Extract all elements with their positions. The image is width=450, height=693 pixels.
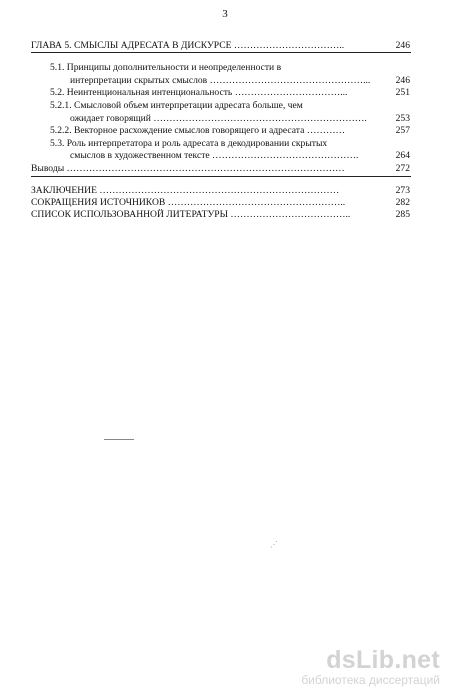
- toc-entry-bibliography: СПИСОК ИСПОЛЬЗОВАННОЙ ЛИТЕРАТУРЫ ………………………………..: [31, 209, 351, 220]
- watermark-logo: dsLib.net: [326, 646, 440, 674]
- scan-artifact-speck: ⋰: [270, 540, 278, 549]
- toc-entry-5-3-line1: 5.3. Роль интерпретатора и роль адресата в декодировании скрытых: [50, 138, 328, 149]
- toc-entry-5-2-1-line1: 5.2.1. Смысловой объем интерпретации адресата больше, чем: [50, 100, 303, 111]
- divider-line: [31, 52, 411, 53]
- toc-entry-5-1-line2: интерпретации скрытых смыслов …………………………………………...: [70, 75, 371, 86]
- watermark: [301, 648, 440, 687]
- toc-entry-chapter-5: [31, 40, 344, 51]
- toc-entry-5-2: 5.2. Неинтенциональная интенциональность ……………………………...: [50, 87, 348, 98]
- toc-entry-title: ГЛАВА 5. СМЫСЛЫ АДРЕСАТА В ДИСКУРСЕ ……………………………..: [31, 40, 345, 51]
- toc-entry-sokrashcheniya: СОКРАЩЕНИЯ ИСТОЧНИКОВ ………………………………………………..: [31, 197, 346, 208]
- toc-entry-zaklyuchenie: ЗАКЛЮЧЕНИЕ …………………………………………………………………: [31, 185, 340, 196]
- toc-entry-5-2-2: 5.2.2. Векторное расхождение смыслов говорящего и адресата …………: [50, 125, 346, 136]
- toc-entry-5-2-1-line2: ожидает говорящий ………………………………………………………….: [70, 113, 367, 124]
- watermark-subtitle: библиотека диссертаций: [301, 673, 440, 687]
- toc-entry-conclusions: Выводы ……………………………………………………………………………: [31, 163, 345, 174]
- toc-entry-5-3-line2: смыслов в художественном тексте ……………………………………….: [70, 150, 359, 161]
- divider-line: [31, 176, 411, 177]
- page-number: 3: [222, 8, 228, 20]
- toc-entry-5-1-line1: 5.1. Принципы дополнительности и неопределенности в: [50, 62, 282, 73]
- scan-artifact-line: [104, 439, 134, 440]
